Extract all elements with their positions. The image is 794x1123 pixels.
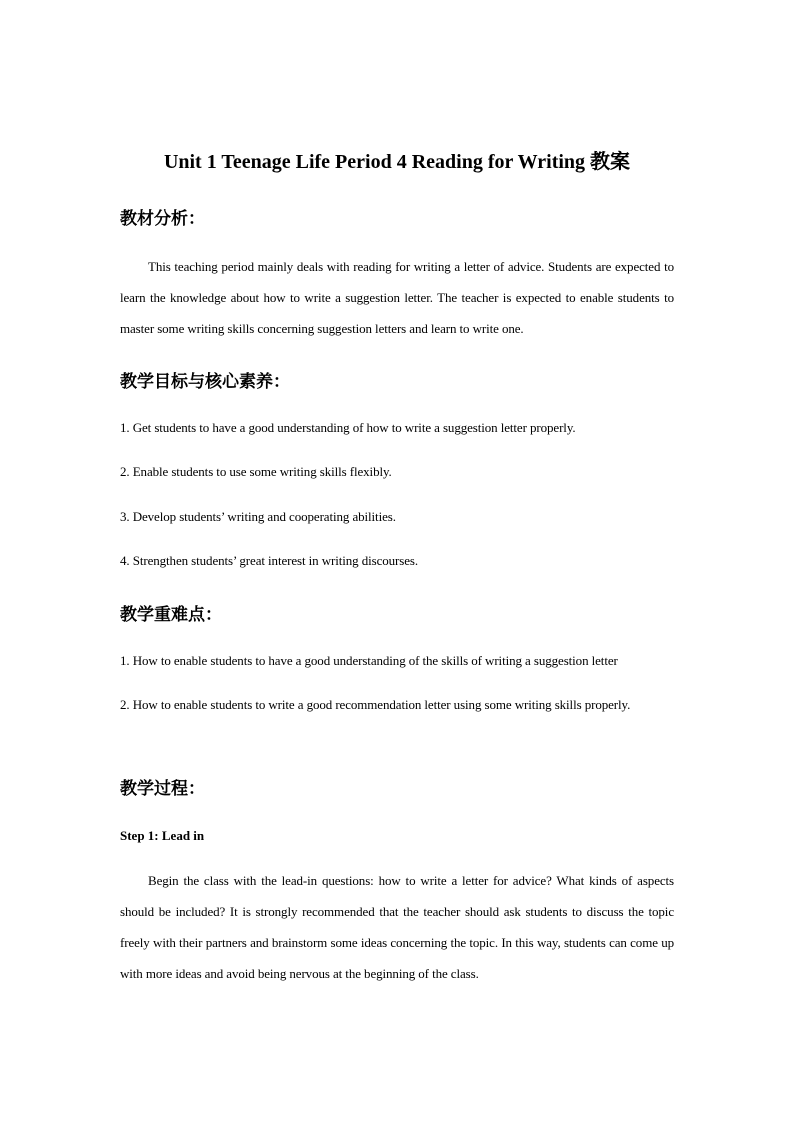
section-paragraph-textbook-analysis: This teaching period mainly deals with reading for writing a letter of advice. Students are expected to learn the knowledge about how to write a suggestion letter. The teacher is expected to enable students to master some writing skills concerning suggestion letters and learn to write one. <box>120 259 674 336</box>
key-point-item-1: 1. How to enable students to have a good understanding of the skills of writing a suggestion letter <box>120 653 618 668</box>
document-title: Unit 1 Teenage Life Period 4 Reading for Writing 教案 <box>163 151 631 173</box>
section-heading-textbook-analysis: 教材分析： <box>120 209 205 229</box>
objective-item-2: 2. Enable students to use some writing skills flexibly. <box>120 464 392 479</box>
key-point-item-2: 2. How to enable students to write a good recommendation letter using some writing skills properly. <box>120 697 631 712</box>
objective-item-3: 3. Develop students’ writing and cooperating abilities. <box>120 509 396 524</box>
section-heading-key-points: 教学重难点： <box>120 605 222 625</box>
objective-item-1: 1. Get students to have a good understanding of how to write a suggestion letter properly. <box>120 420 576 435</box>
section-heading-teaching-process: 教学过程： <box>120 779 205 799</box>
section-heading-objectives: 教学目标与核心素养： <box>120 372 290 392</box>
objective-item-4: 4. Strengthen students’ great interest in writing discourses. <box>120 553 419 568</box>
step-paragraph: Begin the class with the lead-in questions: how to write a letter for advice? What kinds of aspects should be included? It is strongly recommended that the teacher should ask students to discuss the topic freely with their partners and brainstorm some ideas concerning the topic. In this way, students can come up with more ideas and avoid being nervous at the beginning of the class. <box>120 873 674 981</box>
step-title: Step 1: Lead in <box>120 828 205 843</box>
